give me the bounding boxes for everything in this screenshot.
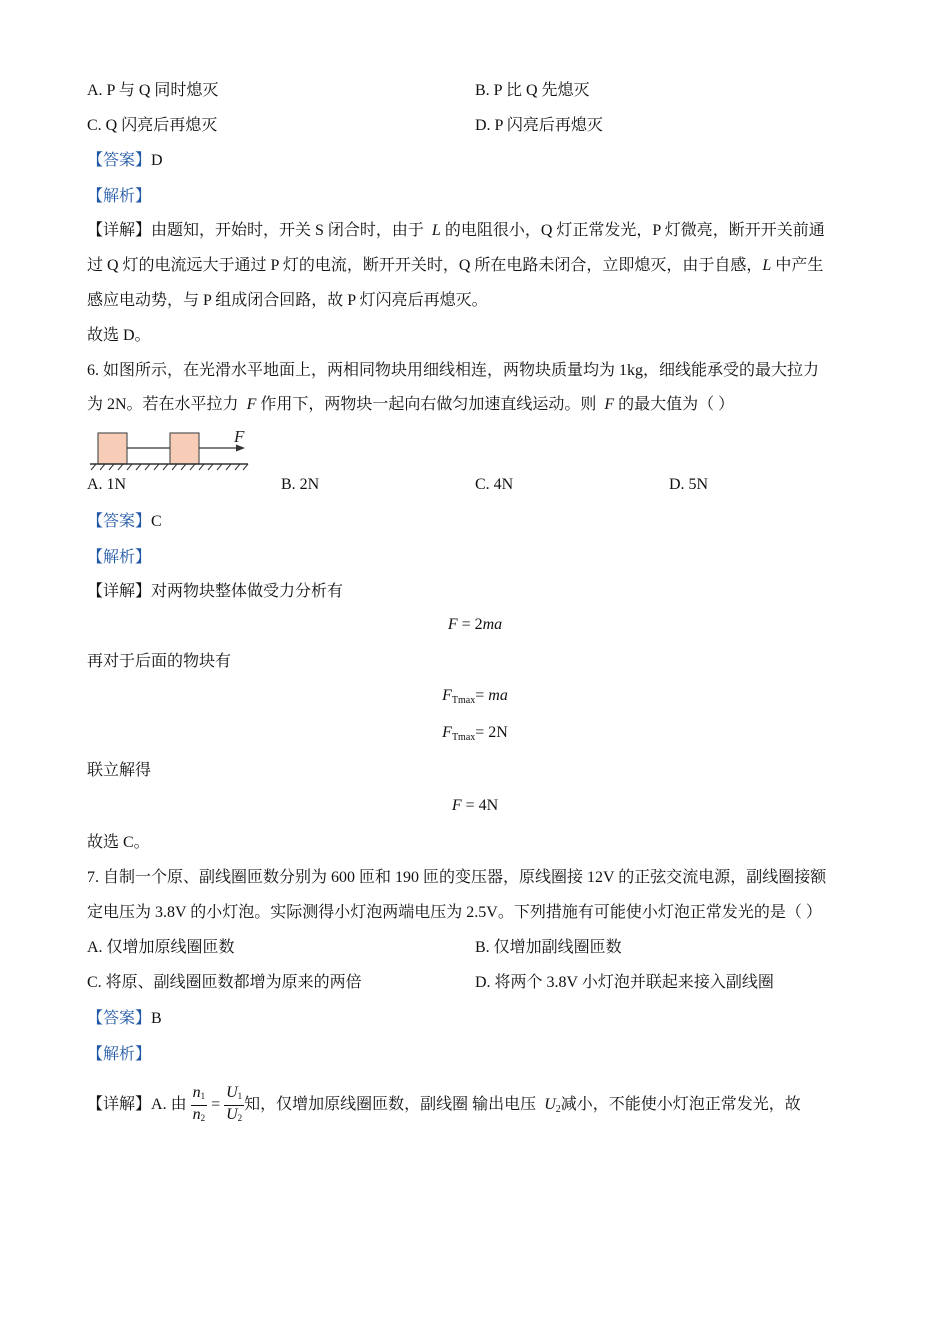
q6-detail-line-2: 再对于后面的物块有 bbox=[87, 653, 232, 670]
eq-text: = 2 bbox=[457, 616, 483, 633]
frac-sub: 2 bbox=[200, 1112, 206, 1123]
eq-var: ma bbox=[488, 687, 508, 704]
ground-hatch bbox=[91, 464, 248, 470]
q6-analysis-tag: 【解析】 bbox=[87, 549, 152, 566]
detail-tag: 【详解】 bbox=[87, 1096, 152, 1113]
q6-option-b: B. 2N bbox=[281, 476, 320, 493]
q6-answer bbox=[87, 511, 162, 533]
stem-text: 的最大值为（ ） bbox=[618, 396, 735, 413]
var-U: U bbox=[544, 1096, 556, 1113]
q5-detail-line-3: 感应电动势，与 P 组成闭合回路，故 P 灯闪亮后再熄灭。 bbox=[87, 292, 488, 309]
eq-var: F bbox=[451, 797, 462, 814]
q6-equation-2 bbox=[0, 685, 950, 712]
frac-numerator bbox=[191, 1084, 208, 1106]
q5-conclusion: 故选 D。 bbox=[87, 327, 151, 344]
frac-numerator bbox=[224, 1084, 244, 1106]
eq-subscript: Tmax bbox=[451, 695, 476, 706]
q7-answer bbox=[87, 1008, 162, 1030]
detail-text: 对两物块整体做受力分析有 bbox=[151, 583, 344, 600]
frac-equals: = bbox=[207, 1096, 225, 1113]
detail-text: 知，仅增加原线圈匝数，副线圈 输出电压 bbox=[244, 1096, 537, 1113]
q5-detail-line-2 bbox=[87, 255, 823, 277]
eq-subscript: Tmax bbox=[451, 732, 476, 743]
q5-option-b: B. P 比 Q 先熄灭 bbox=[475, 82, 590, 99]
q5-answer bbox=[87, 150, 163, 172]
eq-text: = 2N bbox=[475, 724, 508, 741]
eq-var: F bbox=[447, 616, 458, 633]
var-subscript: 2 bbox=[555, 1104, 561, 1115]
frac-var: U bbox=[226, 1105, 238, 1123]
answer-value: C bbox=[151, 513, 162, 530]
voltage-ratio-fraction bbox=[224, 1084, 244, 1127]
answer-value: D bbox=[151, 152, 163, 169]
q7-stem-line-2: 定电压为 3.8V 的小灯泡。实际测得小灯泡两端电压为 2.5V。下列措施有可能使小灯泡正常发光的是（ ） bbox=[87, 904, 822, 921]
q7-stem-line-1: 7. 自制一个原、副线圈匝数分别为 600 匝和 190 匝的变压器，原线圈接 12V 的正弦交流电源，副线圈接额 bbox=[87, 869, 827, 886]
detail-text: 过 Q 灯的电流远大于通过 P 灯的电流，断开开关时，Q 所在电路未闭合，立即熄灭，由于自感， bbox=[87, 257, 763, 274]
detail-text: A. 由 bbox=[151, 1096, 187, 1113]
block-right bbox=[170, 433, 199, 464]
block-left bbox=[98, 433, 127, 464]
stem-text: 为 2N。若在水平拉力 bbox=[87, 396, 239, 413]
var-L: L bbox=[431, 222, 441, 239]
eq-text: = 4N bbox=[461, 797, 499, 814]
q6-stem-line-2 bbox=[87, 394, 734, 416]
detail-text: 中产生 bbox=[775, 257, 824, 274]
frac-sub: 1 bbox=[200, 1090, 206, 1101]
answer-tag: 【答案】 bbox=[87, 1010, 152, 1027]
q6-equation-3 bbox=[0, 722, 950, 749]
q6-equation-4 bbox=[0, 795, 950, 817]
eq-text: = bbox=[475, 687, 489, 704]
eq-var: F bbox=[442, 687, 452, 704]
frac-var: n bbox=[192, 1105, 201, 1123]
q6-option-d: D. 5N bbox=[669, 476, 709, 493]
answer-value: B bbox=[151, 1010, 162, 1027]
q7-option-b: B. 仅增加副线圈匝数 bbox=[475, 939, 622, 956]
turns-ratio-fraction bbox=[191, 1084, 208, 1127]
eq-var: ma bbox=[482, 616, 503, 633]
frac-sub: 1 bbox=[237, 1090, 243, 1101]
q6-stem-line-1: 6. 如图所示，在光滑水平地面上，两相同物块用细线相连，两物块质量均为 1kg，细线能承受的最大拉力 bbox=[87, 362, 820, 379]
detail-text: 减小，不能使小灯泡正常发光，故 bbox=[560, 1096, 801, 1113]
eq-var: F bbox=[442, 724, 452, 741]
detail-text: 的电阻很小，Q 灯正常发光，P 灯微亮，断开开关前通 bbox=[444, 222, 825, 239]
detail-tag: 【详解】 bbox=[87, 222, 152, 239]
q7-option-d: D. 将两个 3.8V 小灯泡并联起来接入副线圈 bbox=[475, 974, 774, 991]
q7-option-a: A. 仅增加原线圈匝数 bbox=[87, 939, 235, 956]
detail-text: 由题知，开始时，开关 S 闭合时，由于 bbox=[151, 222, 424, 239]
q6-equation-1 bbox=[0, 614, 950, 636]
var-L: L bbox=[762, 257, 772, 274]
detail-tag: 【详解】 bbox=[87, 583, 152, 600]
q5-option-d: D. P 闪亮后再熄灭 bbox=[475, 117, 603, 134]
q7-detail-line-1 bbox=[87, 1080, 801, 1135]
force-label: F bbox=[234, 427, 245, 446]
q7-option-c: C. 将原、副线圈匝数都增为原来的两倍 bbox=[87, 974, 362, 991]
frac-sub: 2 bbox=[237, 1112, 243, 1123]
var-F: F bbox=[604, 396, 615, 413]
q5-option-c: C. Q 闪亮后再熄灭 bbox=[87, 117, 218, 134]
answer-tag: 【答案】 bbox=[87, 152, 152, 169]
q6-conclusion: 故选 C。 bbox=[87, 834, 150, 851]
q5-analysis-tag: 【解析】 bbox=[87, 188, 152, 205]
q7-analysis-tag: 【解析】 bbox=[87, 1046, 152, 1063]
frac-var: U bbox=[226, 1083, 238, 1101]
stem-text: 作用下，两物块一起向右做匀加速直线运动。则 bbox=[260, 396, 597, 413]
frac-denominator bbox=[224, 1106, 244, 1127]
q5-option-a: A. P 与 Q 同时熄灭 bbox=[87, 82, 219, 99]
q6-detail-line-1 bbox=[87, 581, 343, 603]
var-F: F bbox=[246, 396, 257, 413]
q5-detail-line-1 bbox=[87, 220, 825, 242]
q6-option-c: C. 4N bbox=[475, 476, 514, 493]
answer-tag: 【答案】 bbox=[87, 513, 152, 530]
q6-option-a: A. 1N bbox=[87, 476, 127, 493]
frac-var: n bbox=[192, 1083, 201, 1101]
frac-denominator bbox=[191, 1106, 208, 1127]
blocks-figure bbox=[86, 424, 256, 472]
q6-detail-line-3: 联立解得 bbox=[87, 762, 152, 779]
